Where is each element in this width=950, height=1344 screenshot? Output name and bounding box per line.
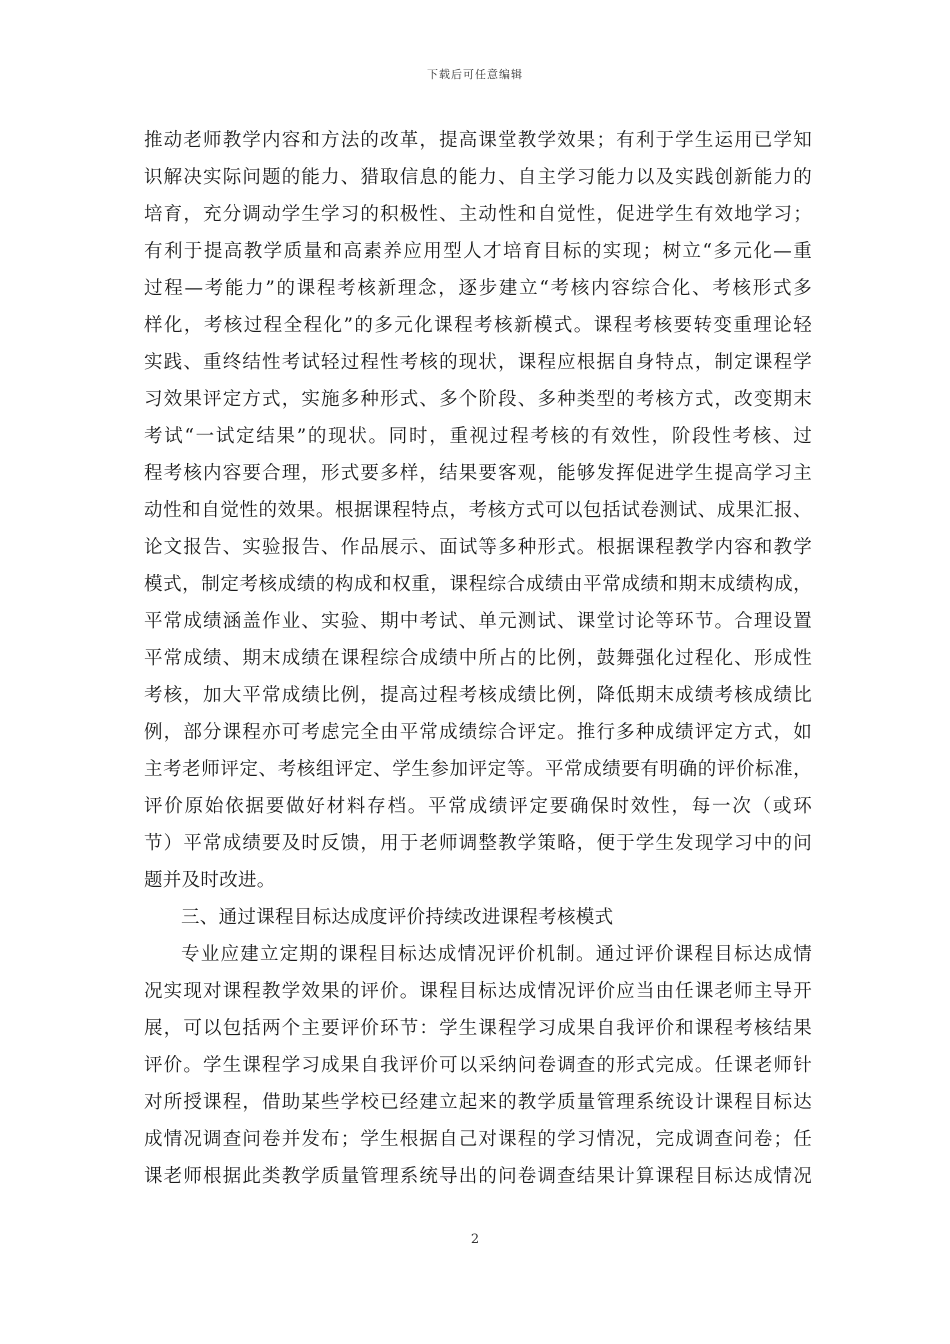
text-line: 对所授课程，借助某些学校已经建立起来的教学质量管理系统设计课程目标达 (144, 1092, 812, 1113)
page-number: 2 (470, 1232, 480, 1247)
paragraph-1 (144, 122, 812, 899)
text-line: 专业应建立定期的课程目标达成情况评价机制。通过评价课程目标达成情 (181, 944, 812, 965)
text-line: 习效果评定方式，实施多种形式、多个阶段、多种类型的考核方式，改变期末 (144, 389, 812, 410)
document-body (144, 122, 812, 1195)
text-line: 成情况调查问卷并发布；学生根据自己对课程的学习情况，完成调查问卷；任 (144, 1129, 812, 1150)
text-line: 考试“一试定结果”的现状。同时，重视过程考核的有效性，阶段性考核、过 (144, 426, 812, 447)
text-line: 动性和自觉性的效果。根据课程特点，考核方式可以包括试卷测试、成果汇报、 (144, 500, 812, 521)
text-line: 平常成绩、期末成绩在课程综合成绩中所占的比例，鼓舞强化过程化、形成性 (144, 648, 812, 669)
text-line: 节）平常成绩要及时反馈，用于老师调整教学策略，便于学生发现学习中的问 (144, 833, 812, 854)
page-header: 下载后可任意编辑 (427, 68, 523, 81)
text-line: 平常成绩涵盖作业、实验、期中考试、单元测试、课堂讨论等环节。合理设置 (144, 611, 812, 632)
text-line: 过程—考能力”的课程考核新理念，逐步建立“考核内容综合化、考核形式多 (144, 278, 812, 299)
paragraph-2 (144, 936, 812, 1195)
text-line: 例，部分课程亦可考虑完全由平常成绩综合评定。推行多种成绩评定方式，如 (144, 722, 812, 743)
text-line: 课老师根据此类教学质量管理系统导出的问卷调查结果计算课程目标达成情况 (144, 1166, 812, 1187)
text-line: 况实现对课程教学效果的评价。课程目标达成情况评价应当由任课老师主导开 (144, 981, 812, 1002)
text-line: 考核，加大平常成绩比例，提高过程考核成绩比例，降低期末成绩考核成绩比 (144, 685, 812, 706)
text-line: 有利于提高教学质量和高素养应用型人才培育目标的实现；树立“多元化—重 (144, 241, 812, 262)
text-line: 模式，制定考核成绩的构成和权重，课程综合成绩由平常成绩和期末成绩构成， (144, 574, 812, 595)
text-line: 主考老师评定、考核组评定、学生参加评定等。平常成绩要有明确的评价标准， (144, 759, 812, 780)
section-heading: 三、通过课程目标达成度评价持续改进课程考核模式 (181, 907, 614, 928)
text-line: 实践、重终结性考试轻过程性考核的现状，课程应根据自身特点，制定课程学 (144, 352, 812, 373)
text-line: 推动老师教学内容和方法的改革，提高课堂教学效果；有利于学生运用已学知 (144, 130, 812, 151)
text-line: 识解决实际问题的能力、猎取信息的能力、自主学习能力以及实践创新能力的 (144, 167, 812, 188)
text-line: 培育，充分调动学生学习的积极性、主动性和自觉性，促进学生有效地学习； (144, 204, 812, 225)
text-line: 评价原始依据要做好材料存档。平常成绩评定要确保时效性，每一次（或环 (144, 796, 812, 817)
text-line: 论文报告、实验报告、作品展示、面试等多种形式。根据课程教学内容和教学 (144, 537, 812, 558)
text-line: 程考核内容要合理，形式要多样，结果要客观，能够发挥促进学生提高学习主 (144, 463, 812, 484)
text-line: 样化，考核过程全程化”的多元化课程考核新模式。课程考核要转变重理论轻 (144, 315, 812, 336)
text-line: 评价。学生课程学习成果自我评价可以采纳问卷调查的形式完成。任课老师针 (144, 1055, 812, 1076)
text-line: 展，可以包括两个主要评价环节：学生课程学习成果自我评价和课程考核结果 (144, 1018, 812, 1039)
text-line: 题并及时改进。 (144, 870, 276, 891)
